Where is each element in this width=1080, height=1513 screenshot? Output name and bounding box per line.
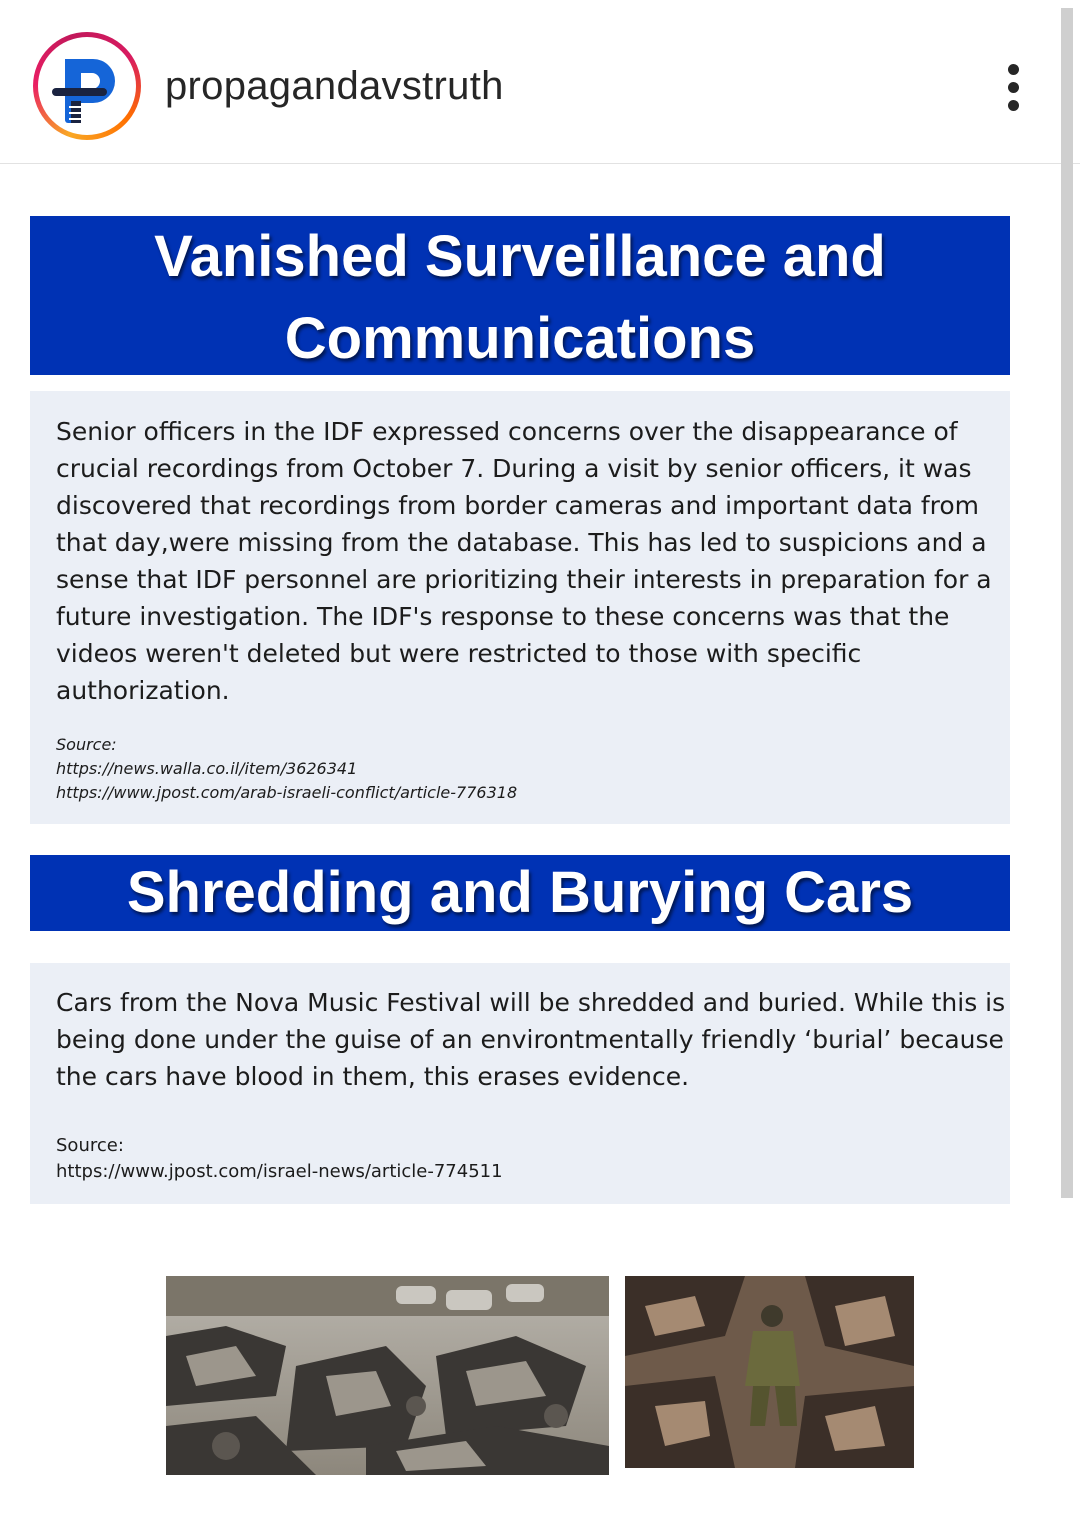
wrecked-cars-photo <box>166 1276 609 1475</box>
source-block <box>56 1133 503 1185</box>
source-block <box>56 733 517 805</box>
title-line-2: Communications <box>284 306 756 371</box>
section-body-text: Senior officers in the IDF expressed concerns over the disappearance of crucial recordings from October 7. During a visit by senior officers, it was discovered that recordings from border cameras and important data from that day,were missing from the database. This has led to suspicions and a sense that IDF personnel are prioritizing their interests in preparation for a future investigation. The IDF's response to these concerns was that the videos weren't deleted but were restricted to those with specific authorization. <box>56 417 992 705</box>
source-link[interactable]: https://www.jpost.com/israel-news/article-774511 <box>56 1161 503 1182</box>
post-header <box>0 0 1080 164</box>
section-card-cars <box>30 963 1010 1204</box>
scrollbar[interactable] <box>1061 8 1073 1198</box>
more-vertical-icon <box>1008 64 1019 75</box>
username[interactable]: propagandavstruth <box>165 64 504 108</box>
source-link[interactable]: https://news.walla.co.il/item/3626341 <box>56 759 358 778</box>
soldier-wreckage-photo <box>625 1276 914 1468</box>
avatar[interactable] <box>33 32 141 140</box>
section-body-text: Cars from the Nova Music Festival will be shredded and buried. While this is being done under the guise of an environtmentally friendly ‘burial’ because the cars have blood in them, this erases evidence. <box>56 988 1006 1091</box>
source-label: Source: <box>56 735 117 754</box>
section-title-surveillance <box>30 216 1010 375</box>
section-title-cars: Shredding and Burying Cars <box>30 855 1010 931</box>
title-line-1: Vanished Surveillance and <box>154 224 886 289</box>
source-link[interactable]: https://www.jpost.com/arab-israeli-conflict/article-776318 <box>56 783 518 802</box>
source-label: Source: <box>56 1135 124 1156</box>
p-logo-icon <box>38 37 136 135</box>
more-options-button[interactable] <box>994 58 1034 118</box>
section-card-surveillance <box>30 391 1010 824</box>
